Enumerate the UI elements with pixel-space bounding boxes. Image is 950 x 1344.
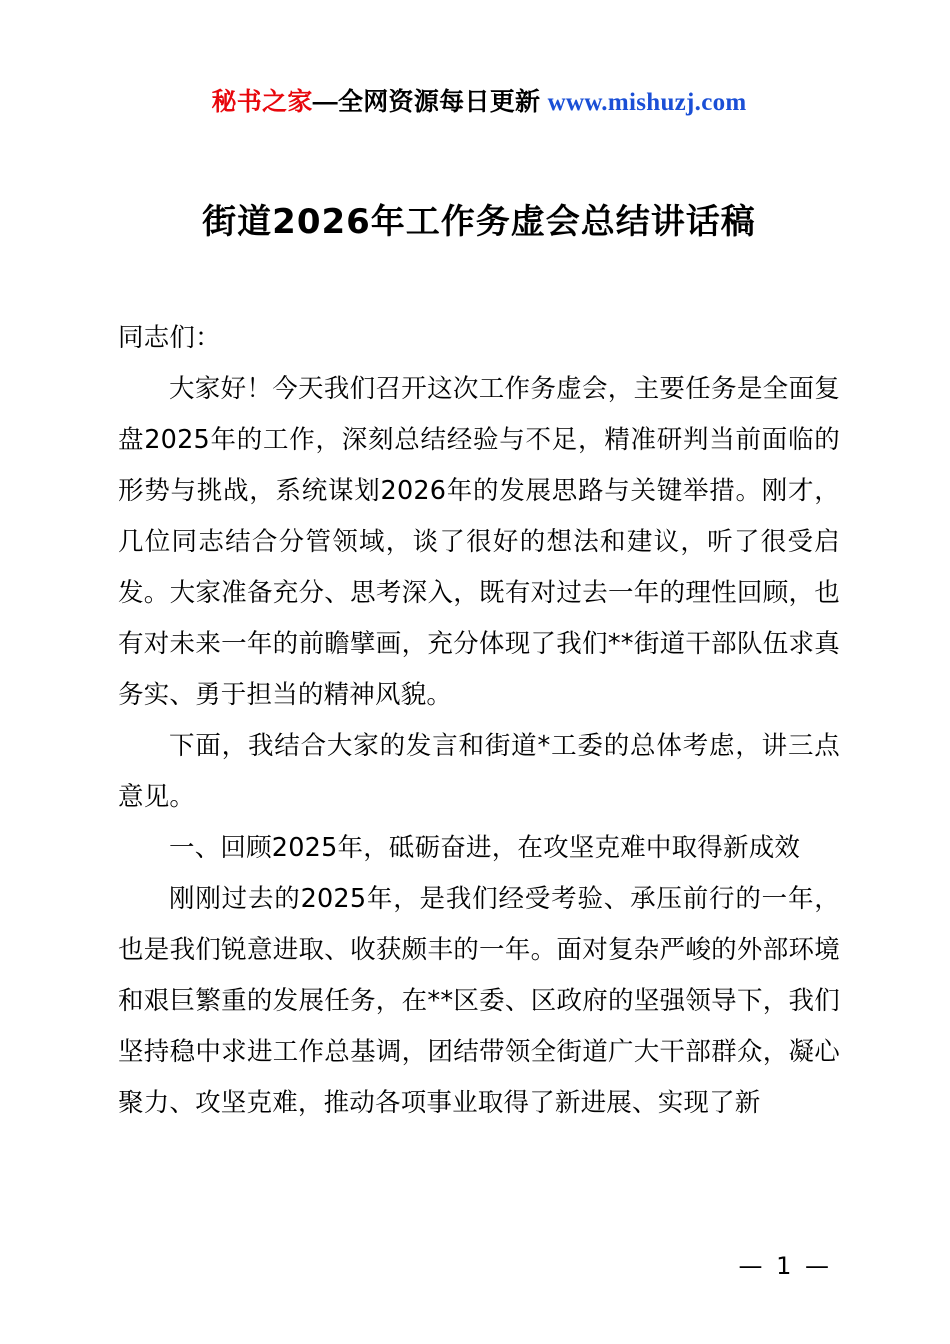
site-banner — [118, 86, 840, 120]
paragraph-salutation: 同志们： — [118, 322, 221, 353]
section-one-heading: 一、回顾2025年，砥砺奋进，在攻坚克难中取得新成效 — [169, 832, 801, 863]
site-url[interactable]: www.mishuzj.com — [547, 89, 747, 116]
paragraph-transition: 下面，我结合大家的发言和街道*工委的总体考虑，讲三点意见。 — [118, 730, 840, 812]
paragraph-section-one-body: 刚刚过去的2025年，是我们经受考验、承压前行的一年，也是我们锐意进取、收获颇丰的一年。面对复杂严峻的外部环境和艰巨繁重的发展任务，在**区委、区政府的坚强领导下，我们坚持稳中求进工作总基调，团结带领全街道广大干部群众，凝心聚力、攻坚克难，推动各项事业取得了新进展、实现了新 — [118, 883, 840, 1118]
site-brand: 秘书之家 — [211, 88, 313, 116]
paragraph-opening: 大家好！今天我们召开这次工作务虚会，主要任务是全面复盘2025年的工作，深刻总结经验与不足，精准研判当前面临的形势与挑战，系统谋划2026年的发展思路与关键举措。刚才，几位同志结合分管领域，谈了很好的想法和建议，听了很受启发。大家准备充分、思考深入，既有对过去一年的理性回顾，也有对未来一年的前瞻擘画，充分体现了我们**街道干部队伍求真务实、勇于担当的精神风貌。 — [118, 373, 840, 710]
page-number: — 1 — — [738, 1252, 832, 1280]
document-body — [118, 313, 840, 1129]
site-tagline: —全网资源每日更新 — [312, 88, 548, 116]
page-title: 街道2026年工作务虚会总结讲话稿 — [202, 201, 756, 242]
